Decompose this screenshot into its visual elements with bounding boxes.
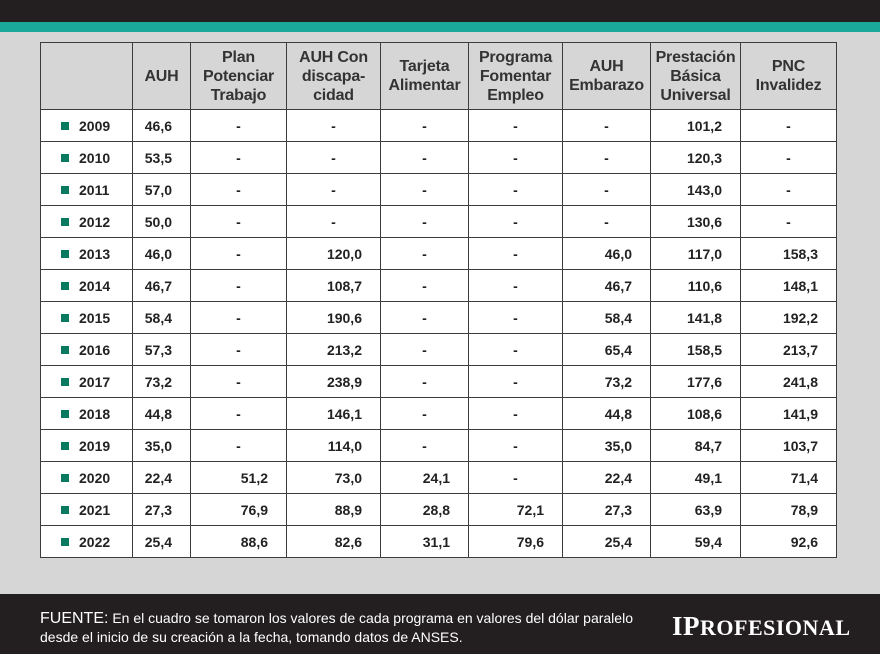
- year-cell: [41, 462, 133, 494]
- value-cell: 50,0: [133, 206, 191, 238]
- value-cell: 35,0: [133, 430, 191, 462]
- bullet-icon: [61, 474, 69, 482]
- value-cell: -: [191, 110, 287, 142]
- value-cell: 120,3: [651, 142, 741, 174]
- value-cell: 158,3: [741, 238, 837, 270]
- year-label: 2010: [79, 149, 111, 166]
- accent-stripe: [0, 22, 880, 32]
- value-cell: -: [469, 110, 563, 142]
- value-cell: -: [563, 206, 651, 238]
- value-cell: 53,5: [133, 142, 191, 174]
- value-cell: -: [381, 142, 469, 174]
- value-cell: -: [469, 462, 563, 494]
- value-cell: -: [381, 206, 469, 238]
- value-cell: -: [563, 174, 651, 206]
- column-header-line: Básica: [670, 67, 721, 85]
- value-cell: 158,5: [651, 334, 741, 366]
- table-row: [41, 270, 837, 302]
- column-header: [191, 43, 287, 110]
- value-cell: -: [191, 334, 287, 366]
- value-cell: 31,1: [381, 526, 469, 558]
- table-row: [41, 110, 837, 142]
- column-header-line: PNC: [771, 58, 806, 75]
- bullet-icon: [61, 346, 69, 354]
- value-cell: -: [191, 174, 287, 206]
- table-row: [41, 174, 837, 206]
- value-cell: 130,6: [651, 206, 741, 238]
- year-label: 2018: [79, 405, 111, 422]
- bullet-icon: [61, 538, 69, 546]
- value-cell: 88,9: [287, 494, 381, 526]
- value-cell: 46,6: [133, 110, 191, 142]
- table-row: [41, 238, 837, 270]
- value-cell: 73,2: [133, 366, 191, 398]
- column-header-line: Embarazo: [569, 77, 644, 94]
- column-header: [469, 43, 563, 110]
- bullet-icon: [61, 506, 69, 514]
- value-cell: 71,4: [741, 462, 837, 494]
- table-row: [41, 366, 837, 398]
- column-header: [563, 43, 651, 110]
- value-cell: 190,6: [287, 302, 381, 334]
- value-cell: -: [563, 142, 651, 174]
- column-header-line: AUH: [589, 58, 624, 75]
- value-cell: 76,9: [191, 494, 287, 526]
- value-cell: -: [469, 398, 563, 430]
- value-cell: -: [191, 142, 287, 174]
- value-cell: 73,0: [287, 462, 381, 494]
- value-cell: 84,7: [651, 430, 741, 462]
- year-cell: [41, 526, 133, 558]
- value-cell: -: [287, 174, 381, 206]
- year-label: 2015: [79, 309, 111, 326]
- table-header-row: [41, 43, 837, 110]
- value-cell: 57,3: [133, 334, 191, 366]
- bullet-icon: [61, 378, 69, 386]
- header-corner: [41, 43, 133, 110]
- bullet-icon: [61, 154, 69, 162]
- value-cell: -: [191, 430, 287, 462]
- table-row: [41, 430, 837, 462]
- column-header-line: cidad: [313, 86, 354, 104]
- year-cell: [41, 238, 133, 270]
- table-row: [41, 334, 837, 366]
- value-cell: 57,0: [133, 174, 191, 206]
- value-cell: -: [381, 366, 469, 398]
- table-row: [41, 398, 837, 430]
- value-cell: 213,7: [741, 334, 837, 366]
- year-cell: [41, 494, 133, 526]
- value-cell: 51,2: [191, 462, 287, 494]
- value-cell: -: [191, 302, 287, 334]
- value-cell: 114,0: [287, 430, 381, 462]
- value-cell: 46,0: [563, 238, 651, 270]
- value-cell: 110,6: [651, 270, 741, 302]
- column-header-line: Invalidez: [755, 77, 822, 94]
- value-cell: 141,9: [741, 398, 837, 430]
- table-row: [41, 494, 837, 526]
- value-cell: 46,7: [563, 270, 651, 302]
- value-cell: -: [469, 142, 563, 174]
- logo-capital: P: [683, 611, 701, 641]
- column-header-line: Programa: [478, 48, 553, 66]
- value-cell: 72,1: [469, 494, 563, 526]
- column-header-line: Empleo: [487, 86, 544, 104]
- source-text: En el cuadro se tomaron los valores de cada programa en valores del dólar paralelo desde el inicio de su creación a la fecha, tomando datos de ANSES.: [40, 610, 633, 645]
- value-cell: -: [191, 366, 287, 398]
- value-cell: 27,3: [133, 494, 191, 526]
- value-cell: 120,0: [287, 238, 381, 270]
- value-cell: 213,2: [287, 334, 381, 366]
- value-cell: 73,2: [563, 366, 651, 398]
- value-cell: -: [741, 206, 837, 238]
- bullet-icon: [61, 410, 69, 418]
- bullet-icon: [61, 122, 69, 130]
- value-cell: 58,4: [563, 302, 651, 334]
- column-header-line: Trabajo: [210, 86, 267, 104]
- value-cell: -: [191, 238, 287, 270]
- column-header: [651, 43, 741, 110]
- year-label: 2022: [79, 533, 111, 550]
- value-cell: 49,1: [651, 462, 741, 494]
- value-cell: 141,8: [651, 302, 741, 334]
- value-cell: 46,0: [133, 238, 191, 270]
- table-row: [41, 526, 837, 558]
- value-cell: -: [191, 270, 287, 302]
- value-cell: 108,6: [651, 398, 741, 430]
- value-cell: -: [381, 110, 469, 142]
- year-cell: [41, 302, 133, 334]
- year-label: 2019: [79, 437, 111, 454]
- bullet-icon: [61, 186, 69, 194]
- year-label: 2020: [79, 469, 111, 486]
- value-cell: -: [741, 142, 837, 174]
- value-cell: 143,0: [651, 174, 741, 206]
- value-cell: 24,1: [381, 462, 469, 494]
- column-header: [741, 43, 837, 110]
- year-cell: [41, 430, 133, 462]
- column-header-line: Alimentar: [388, 77, 461, 94]
- year-label: 2009: [79, 117, 111, 134]
- table-row: [41, 142, 837, 174]
- year-cell: [41, 270, 133, 302]
- value-cell: -: [381, 430, 469, 462]
- column-header-line: Plan: [222, 48, 255, 66]
- column-header-line: Prestación: [655, 48, 736, 66]
- value-cell: 88,6: [191, 526, 287, 558]
- value-cell: -: [191, 398, 287, 430]
- value-cell: -: [191, 206, 287, 238]
- value-cell: 65,4: [563, 334, 651, 366]
- table-row: [41, 206, 837, 238]
- column-header: [287, 43, 381, 110]
- value-cell: 82,6: [287, 526, 381, 558]
- year-cell: [41, 110, 133, 142]
- value-cell: 146,1: [287, 398, 381, 430]
- column-header-line: discapa-: [301, 67, 366, 85]
- value-cell: 28,8: [381, 494, 469, 526]
- value-cell: 241,8: [741, 366, 837, 398]
- value-cell: -: [381, 398, 469, 430]
- value-cell: 22,4: [133, 462, 191, 494]
- value-cell: 59,4: [651, 526, 741, 558]
- year-label: 2021: [79, 501, 111, 518]
- value-cell: -: [469, 334, 563, 366]
- value-cell: 27,3: [563, 494, 651, 526]
- year-cell: [41, 334, 133, 366]
- bullet-icon: [61, 218, 69, 226]
- bullet-icon: [61, 314, 69, 322]
- value-cell: -: [469, 302, 563, 334]
- bullet-icon: [61, 282, 69, 290]
- iprofesional-logo: [672, 611, 851, 642]
- value-cell: -: [381, 174, 469, 206]
- table-body: [41, 110, 837, 558]
- value-cell: 108,7: [287, 270, 381, 302]
- value-cell: 78,9: [741, 494, 837, 526]
- year-label: 2013: [79, 245, 111, 262]
- year-cell: [41, 174, 133, 206]
- value-cell: -: [381, 334, 469, 366]
- value-cell: -: [287, 110, 381, 142]
- column-header: [381, 43, 469, 110]
- value-cell: 177,6: [651, 366, 741, 398]
- column-header: [133, 43, 191, 110]
- logo-rest: ROFESIONAL: [700, 615, 851, 640]
- year-label: 2012: [79, 213, 111, 230]
- value-cell: -: [469, 174, 563, 206]
- value-cell: 58,4: [133, 302, 191, 334]
- value-cell: 92,6: [741, 526, 837, 558]
- value-cell: -: [469, 366, 563, 398]
- value-cell: 25,4: [133, 526, 191, 558]
- year-cell: [41, 206, 133, 238]
- value-cell: -: [381, 270, 469, 302]
- year-cell: [41, 366, 133, 398]
- value-cell: 103,7: [741, 430, 837, 462]
- value-cell: 44,8: [133, 398, 191, 430]
- value-cell: -: [741, 174, 837, 206]
- value-cell: -: [287, 206, 381, 238]
- bullet-icon: [61, 442, 69, 450]
- year-cell: [41, 398, 133, 430]
- source-note: [40, 609, 640, 646]
- value-cell: -: [381, 302, 469, 334]
- value-cell: 192,2: [741, 302, 837, 334]
- value-cell: 44,8: [563, 398, 651, 430]
- value-cell: -: [469, 238, 563, 270]
- column-header-line: Universal: [660, 86, 731, 104]
- column-header-line: AUH: [144, 67, 179, 85]
- year-label: 2014: [79, 277, 111, 294]
- value-cell: 101,2: [651, 110, 741, 142]
- bullet-icon: [61, 250, 69, 258]
- value-cell: 46,7: [133, 270, 191, 302]
- value-cell: 63,9: [651, 494, 741, 526]
- data-table: [40, 42, 837, 558]
- value-cell: 238,9: [287, 366, 381, 398]
- value-cell: -: [563, 110, 651, 142]
- value-cell: 117,0: [651, 238, 741, 270]
- table-row: [41, 462, 837, 494]
- year-label: 2011: [79, 181, 110, 198]
- year-label: 2016: [79, 341, 111, 358]
- top-bar: [0, 0, 880, 22]
- year-cell: [41, 142, 133, 174]
- value-cell: 148,1: [741, 270, 837, 302]
- logo-initial: I: [672, 611, 684, 641]
- value-cell: 35,0: [563, 430, 651, 462]
- value-cell: -: [469, 430, 563, 462]
- column-header-line: Potenciar: [202, 67, 275, 85]
- value-cell: 22,4: [563, 462, 651, 494]
- column-header-line: Fomentar: [479, 67, 552, 85]
- value-cell: -: [287, 142, 381, 174]
- source-label: FUENTE:: [40, 610, 109, 627]
- value-cell: 25,4: [563, 526, 651, 558]
- value-cell: -: [469, 206, 563, 238]
- value-cell: -: [381, 238, 469, 270]
- value-cell: -: [469, 270, 563, 302]
- column-header-line: AUH Con: [299, 48, 368, 66]
- table-row: [41, 302, 837, 334]
- year-label: 2017: [79, 373, 111, 390]
- column-header-line: Tarjeta: [399, 58, 450, 75]
- value-cell: 79,6: [469, 526, 563, 558]
- value-cell: -: [741, 110, 837, 142]
